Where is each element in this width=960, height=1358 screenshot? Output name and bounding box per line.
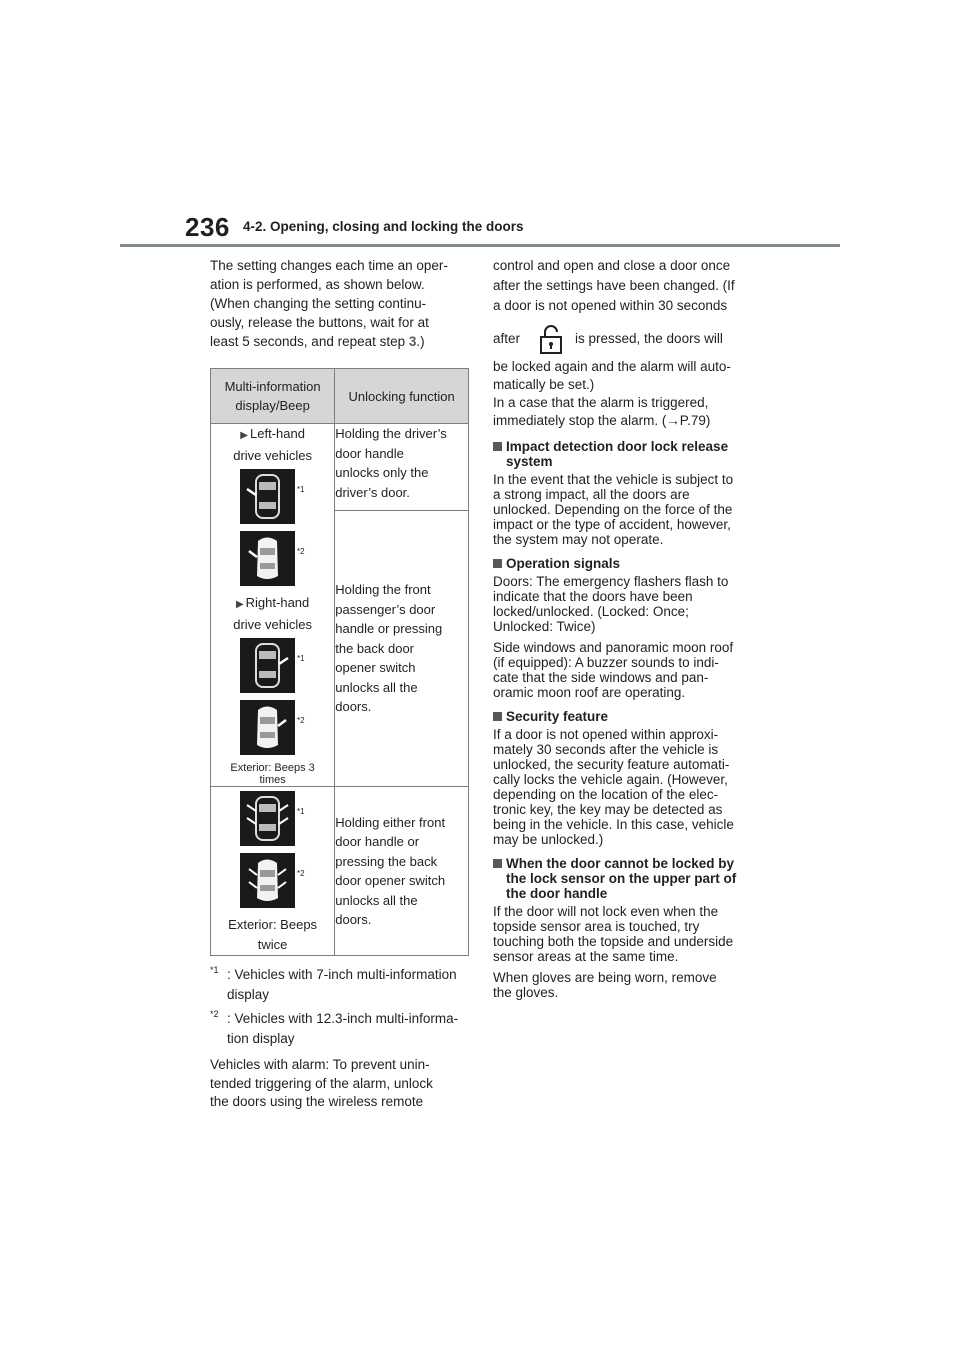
footnote-mark: *2 bbox=[297, 716, 305, 725]
section-heading: Operation signals bbox=[493, 556, 751, 571]
thumb-row bbox=[211, 853, 334, 911]
section-title: 4-2. Opening, closing and locking the doors bbox=[243, 219, 524, 234]
lock-button-line bbox=[493, 322, 751, 358]
text-line: ously, release the buttons, wait for at bbox=[210, 315, 429, 330]
rhd-label-line2: drive vehicles bbox=[233, 616, 312, 632]
beeps-three-label: Exterior: Beeps 3 times bbox=[230, 762, 315, 786]
step-reference: 3 bbox=[408, 334, 417, 349]
text-line: (When changing the setting continu- bbox=[210, 296, 427, 311]
right-column bbox=[493, 256, 751, 1000]
table-row bbox=[211, 424, 469, 511]
header-display-beep bbox=[211, 369, 335, 424]
section-door-cannot-lock bbox=[493, 856, 751, 1000]
car-door-icon bbox=[240, 531, 295, 586]
section-security-feature bbox=[493, 709, 751, 847]
car-door-icon bbox=[240, 469, 295, 524]
lock-icon bbox=[536, 322, 566, 361]
table-header-row bbox=[211, 369, 469, 424]
page-number: 236 bbox=[185, 212, 230, 242]
function-driver-only: Holding the driver’s door handle unlocks only the driver’s door. bbox=[335, 424, 469, 511]
footnote-mark: *1 bbox=[297, 485, 305, 494]
text-fragment: after bbox=[493, 331, 521, 346]
function-either-front: Holding either front door handle or pressing the back door opener switch unlocks all the doors. bbox=[335, 787, 469, 956]
header-unlocking-function: Unlocking function bbox=[335, 369, 469, 424]
footnote-2: *2 : Vehicles with 12.3-inch multi-informa- tion display bbox=[210, 1009, 472, 1048]
text-line bbox=[210, 332, 472, 351]
table-row bbox=[211, 787, 469, 956]
display-cell-second bbox=[211, 787, 335, 956]
thumb-row bbox=[211, 638, 334, 696]
header-rule bbox=[120, 244, 840, 247]
square-bullet-icon bbox=[493, 859, 502, 868]
section-heading: Impact detection door lock release system bbox=[493, 439, 751, 469]
footnotes bbox=[210, 965, 472, 1048]
car-door-icon bbox=[240, 791, 295, 846]
car-door-icon bbox=[240, 853, 295, 908]
thumb-row bbox=[211, 531, 334, 589]
thumb-row bbox=[211, 700, 334, 758]
section-paragraph: Doors: The emergency flashers flash to indicate that the doors have been locked/unlocked. (Locked: Once; Unlocked: Twice) bbox=[493, 574, 729, 634]
text-fragment: least 5 seconds, and repeat step bbox=[210, 334, 409, 349]
text-line: ation is performed, as shown below. bbox=[210, 277, 425, 292]
footnote-mark: *2 bbox=[297, 869, 305, 878]
section-operation-signals bbox=[493, 556, 751, 700]
footnote-mark: *1 bbox=[210, 965, 219, 975]
text-line: The setting changes each time an oper- bbox=[210, 258, 448, 273]
beeps-twice-label: Exterior: Beeps twice bbox=[228, 917, 318, 952]
section-heading: When the door cannot be locked by the lock sensor on the upper part of the door handle bbox=[493, 856, 751, 901]
thumb-row bbox=[211, 469, 334, 527]
alarm-continuation-2: be locked again and the alarm will auto- matically be set.) In a case that the alarm is triggered, immediately stop the alarm. (→P.79) bbox=[493, 359, 731, 428]
car-door-icon bbox=[240, 700, 295, 755]
section-paragraph: Side windows and panoramic moon roof (if equipped): A buzzer sounds to indi- cate that the side windows and pan- oramic moon roof are operating. bbox=[493, 640, 734, 700]
header-line: Multi-information bbox=[224, 379, 321, 394]
function-front-passenger: Holding the front passenger’s door handle or pressing the back door opener switch unlocks all the doors. bbox=[335, 511, 469, 787]
thumb-row bbox=[211, 791, 334, 849]
text-fragment: .) bbox=[416, 334, 425, 349]
rhd-label: ▶ Right-hand bbox=[235, 595, 310, 610]
section-paragraph: If a door is not opened within approxi- mately 30 seconds after the vehicle is unlocked, the security feature automati- cally locks the vehicle again. (However, depending on the location of the elec- tronic key, the key may be detected as being in the vehicle. In this case, vehicle may be unlocked.) bbox=[493, 727, 734, 847]
text-fragment: is pressed, the doors will bbox=[575, 331, 723, 346]
left-column bbox=[210, 256, 472, 1112]
footnote-mark: *1 bbox=[297, 807, 305, 816]
triangle-icon: ▶ bbox=[240, 430, 248, 441]
alarm-continuation: control and open and close a door once after the settings have been changed. (If a door is not opened within 30 seconds bbox=[493, 258, 735, 313]
footnote-1: *1 : Vehicles with 7-inch multi-information display bbox=[210, 965, 472, 1004]
section-paragraph: In the event that the vehicle is subject to a strong impact, all the doors are unlocked. Depending on the force of the impact or the type of accident, however, the system may not operate. bbox=[493, 472, 734, 547]
footnote-mark: *1 bbox=[297, 654, 305, 663]
footnote-mark: *2 bbox=[297, 547, 305, 556]
square-bullet-icon bbox=[493, 442, 502, 451]
display-cell-first bbox=[211, 424, 335, 787]
square-bullet-icon bbox=[493, 712, 502, 721]
footnote-mark: *2 bbox=[210, 1009, 219, 1019]
lhd-label-line2: drive vehicles bbox=[233, 447, 312, 463]
car-door-icon bbox=[240, 638, 295, 693]
section-paragraph: If the door will not lock even when the topside sensor area is touched, try touching both the topside and underside sensor areas at the same time. bbox=[493, 904, 734, 964]
intro-paragraph bbox=[210, 256, 472, 351]
square-bullet-icon bbox=[493, 559, 502, 568]
section-impact-detection bbox=[493, 439, 751, 547]
section-paragraph: When gloves are being worn, remove the gloves. bbox=[493, 970, 717, 1000]
section-heading: Security feature bbox=[493, 709, 751, 724]
triangle-icon: ▶ bbox=[235, 599, 244, 610]
lhd-label: ▶ Left-hand bbox=[240, 426, 305, 441]
unlocking-settings-table bbox=[210, 368, 469, 956]
alarm-paragraph: Vehicles with alarm: To prevent unin- tended triggering of the alarm, unlock the doors using the wireless remote bbox=[210, 1057, 433, 1109]
header-line: display/Beep bbox=[235, 398, 310, 413]
